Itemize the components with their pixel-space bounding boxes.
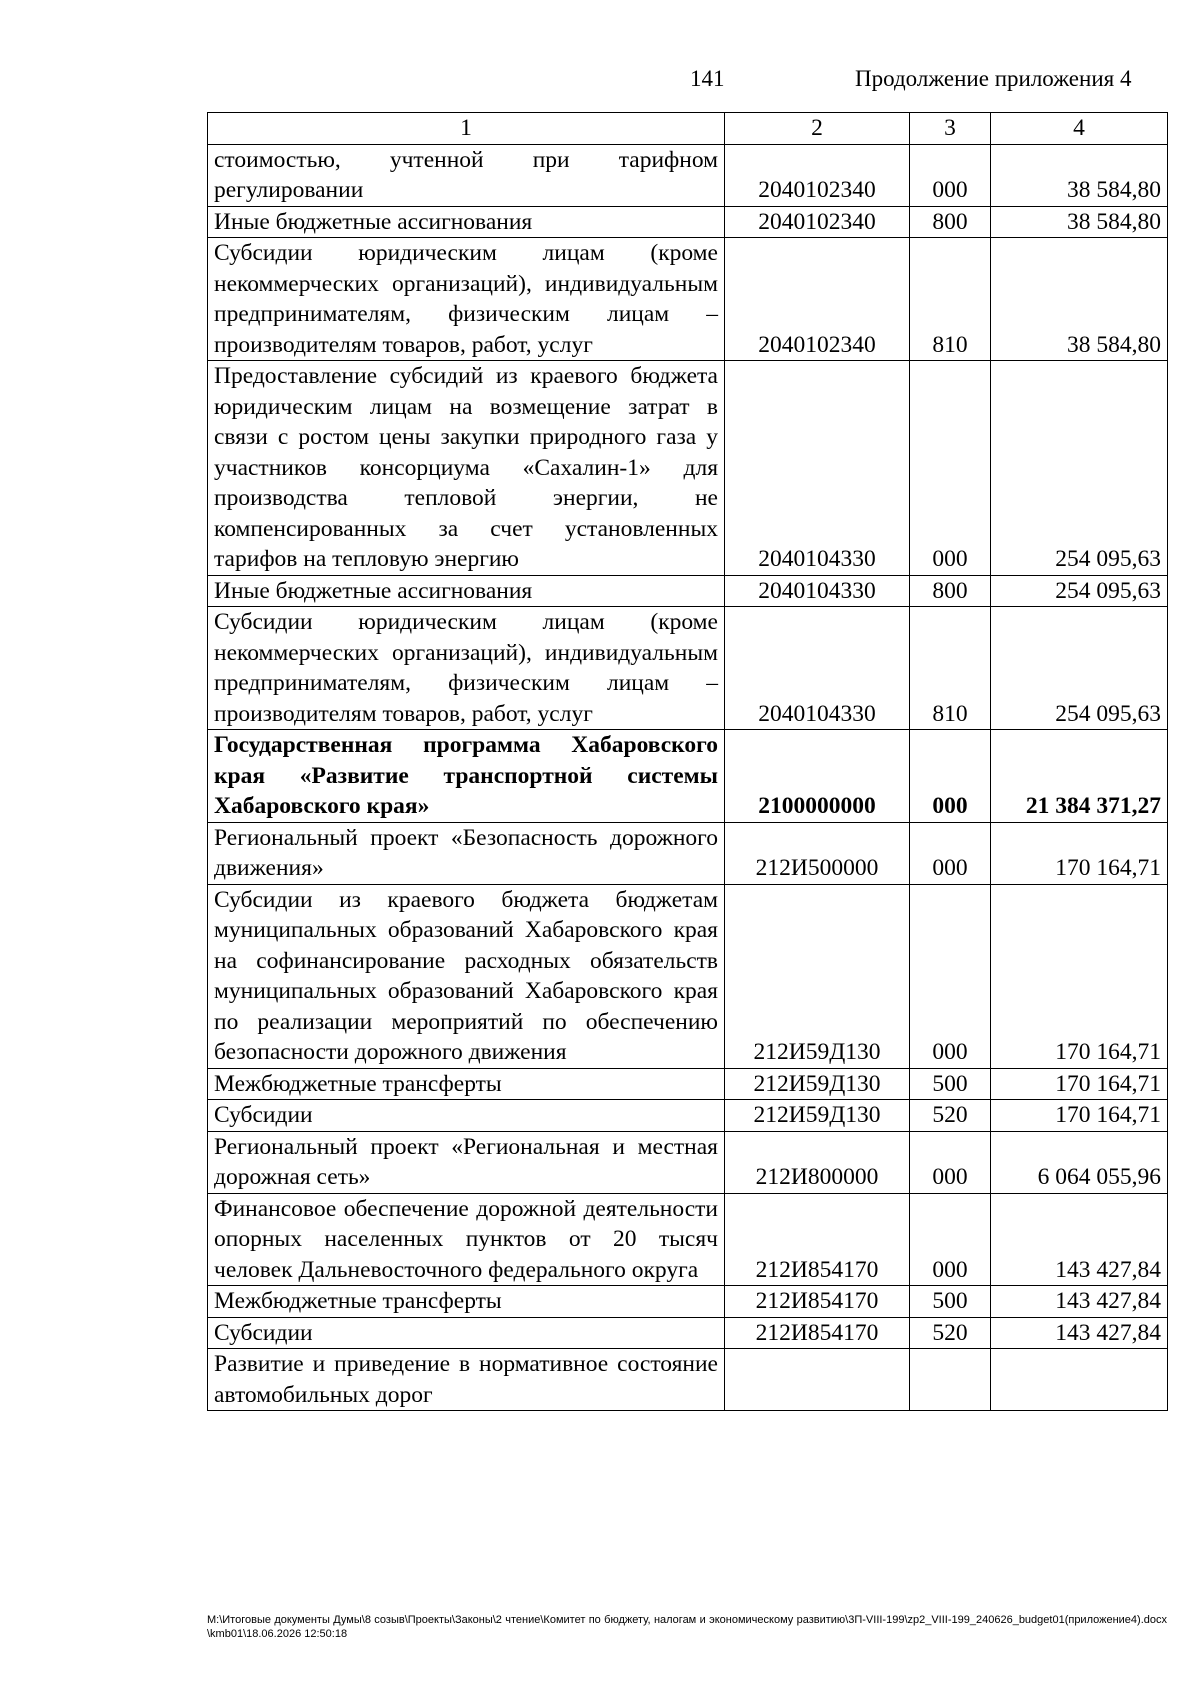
- appendix-continuation-label: Продолжение приложения 4: [855, 66, 1132, 91]
- row-type-cell: [910, 1349, 991, 1411]
- row-sum-cell: 21 384 371,27: [991, 730, 1168, 823]
- table-header-row: [208, 113, 1168, 145]
- page-number: 141: [690, 66, 725, 91]
- row-sum-cell: 254 095,63: [991, 575, 1168, 607]
- row-type-cell: 000: [910, 822, 991, 884]
- row-code-cell: 212И59Д130: [725, 1100, 910, 1132]
- row-sum-cell: 38 584,80: [991, 144, 1168, 206]
- column-header: 3: [910, 113, 991, 145]
- row-type-cell: 000: [910, 361, 991, 576]
- row-code-cell: 2040102340: [725, 144, 910, 206]
- row-type-cell: 000: [910, 884, 991, 1068]
- row-sum-cell: 254 095,63: [991, 361, 1168, 576]
- row-name-cell: Развитие и приведение в нормативное состояние автомобильных дорог: [208, 1349, 725, 1411]
- table-row: [208, 206, 1168, 238]
- row-type-cell: 000: [910, 144, 991, 206]
- table-row: [208, 361, 1168, 576]
- table-body: [208, 144, 1168, 1411]
- row-sum-cell: 38 584,80: [991, 238, 1168, 361]
- row-code-cell: 212И500000: [725, 822, 910, 884]
- row-code-cell: [725, 1349, 910, 1411]
- row-sum-cell: 143 427,84: [991, 1317, 1168, 1349]
- table-row: [208, 1286, 1168, 1318]
- row-type-cell: 500: [910, 1068, 991, 1100]
- row-sum-cell: 254 095,63: [991, 607, 1168, 730]
- row-code-cell: 2040104330: [725, 361, 910, 576]
- row-name-cell: Межбюджетные трансферты: [208, 1068, 725, 1100]
- table-row: [208, 1068, 1168, 1100]
- row-sum-cell: 170 164,71: [991, 1068, 1168, 1100]
- row-name-cell: Государственная программа Хабаровского края «Развитие транспортной системы Хабаровского края»: [208, 730, 725, 823]
- row-type-cell: 000: [910, 730, 991, 823]
- row-name-cell: Иные бюджетные ассигнования: [208, 575, 725, 607]
- table-row: [208, 730, 1168, 823]
- column-header: 1: [208, 113, 725, 145]
- row-code-cell: 212И854170: [725, 1193, 910, 1286]
- column-header: 2: [725, 113, 910, 145]
- row-sum-cell: 170 164,71: [991, 822, 1168, 884]
- table-row: [208, 884, 1168, 1068]
- row-type-cell: 500: [910, 1286, 991, 1318]
- row-sum-cell: 170 164,71: [991, 884, 1168, 1068]
- row-code-cell: 2040102340: [725, 206, 910, 238]
- table-row: [208, 575, 1168, 607]
- table-row: [208, 1193, 1168, 1286]
- row-name-cell: Финансовое обеспечение дорожной деятельности опорных населенных пунктов от 20 тысяч человек Дальневосточного федерального округа: [208, 1193, 725, 1286]
- row-type-cell: 800: [910, 575, 991, 607]
- column-header: 4: [991, 113, 1168, 145]
- row-code-cell: 2040104330: [725, 607, 910, 730]
- row-code-cell: 2040104330: [725, 575, 910, 607]
- row-code-cell: 2100000000: [725, 730, 910, 823]
- table-row: [208, 1100, 1168, 1132]
- table-row: [208, 1317, 1168, 1349]
- row-name-cell: Субсидии: [208, 1317, 725, 1349]
- row-sum-cell: 38 584,80: [991, 206, 1168, 238]
- row-name-cell: Региональный проект «Безопасность дорожного движения»: [208, 822, 725, 884]
- row-name-cell: Субсидии юридическим лицам (кроме некоммерческих организаций), индивидуальным предпринимателям, физическим лицам – производителям товаров, работ, услуг: [208, 238, 725, 361]
- row-code-cell: 212И800000: [725, 1131, 910, 1193]
- document-file-path: M:\Итоговые документы Думы\8 созыв\Проекты\Законы\2 чтение\Комитет по бюджету, налогам и экономическому развитию\3П-VIII-199\zp2_VIII-199_240626_budget01(приложение4).docx\kmb01\18.06.2026 12:50:18: [207, 1614, 1167, 1640]
- row-name-cell: Предоставление субсидий из краевого бюджета юридическим лицам на возмещение затрат в связи с ростом цены закупки природного газа у участников консорциума «Сахалин-1» для производства тепловой энергии, не компенсированных за счет установленных тарифов на тепловую энергию: [208, 361, 725, 576]
- row-sum-cell: [991, 1349, 1168, 1411]
- table-row: [208, 607, 1168, 730]
- row-type-cell: 000: [910, 1193, 991, 1286]
- row-code-cell: 212И59Д130: [725, 1068, 910, 1100]
- row-name-cell: Межбюджетные трансферты: [208, 1286, 725, 1318]
- row-type-cell: 520: [910, 1317, 991, 1349]
- row-type-cell: 000: [910, 1131, 991, 1193]
- row-sum-cell: 143 427,84: [991, 1193, 1168, 1286]
- row-name-cell: Региональный проект «Региональная и местная дорожная сеть»: [208, 1131, 725, 1193]
- row-type-cell: 520: [910, 1100, 991, 1132]
- table-row: [208, 1131, 1168, 1193]
- row-code-cell: 212И59Д130: [725, 884, 910, 1068]
- row-code-cell: 2040102340: [725, 238, 910, 361]
- row-sum-cell: 6 064 055,96: [991, 1131, 1168, 1193]
- row-name-cell: стоимостью, учтенной при тарифном регулировании: [208, 144, 725, 206]
- row-name-cell: Субсидии из краевого бюджета бюджетам муниципальных образований Хабаровского края на софинансирование расходных обязательств муниципальных образований Хабаровского края по реализации мероприятий по обеспечению безопасности дорожного движения: [208, 884, 725, 1068]
- table-row: [208, 822, 1168, 884]
- row-name-cell: Субсидии юридическим лицам (кроме некоммерческих организаций), индивидуальным предпринимателям, физическим лицам – производителям товаров, работ, услуг: [208, 607, 725, 730]
- table-row: [208, 144, 1168, 206]
- row-type-cell: 800: [910, 206, 991, 238]
- row-code-cell: 212И854170: [725, 1286, 910, 1318]
- row-sum-cell: 143 427,84: [991, 1286, 1168, 1318]
- row-code-cell: 212И854170: [725, 1317, 910, 1349]
- row-type-cell: 810: [910, 607, 991, 730]
- table-row: [208, 1349, 1168, 1411]
- row-type-cell: 810: [910, 238, 991, 361]
- row-name-cell: Субсидии: [208, 1100, 725, 1132]
- table-row: [208, 238, 1168, 361]
- row-sum-cell: 170 164,71: [991, 1100, 1168, 1132]
- row-name-cell: Иные бюджетные ассигнования: [208, 206, 725, 238]
- budget-table: [207, 112, 1168, 1411]
